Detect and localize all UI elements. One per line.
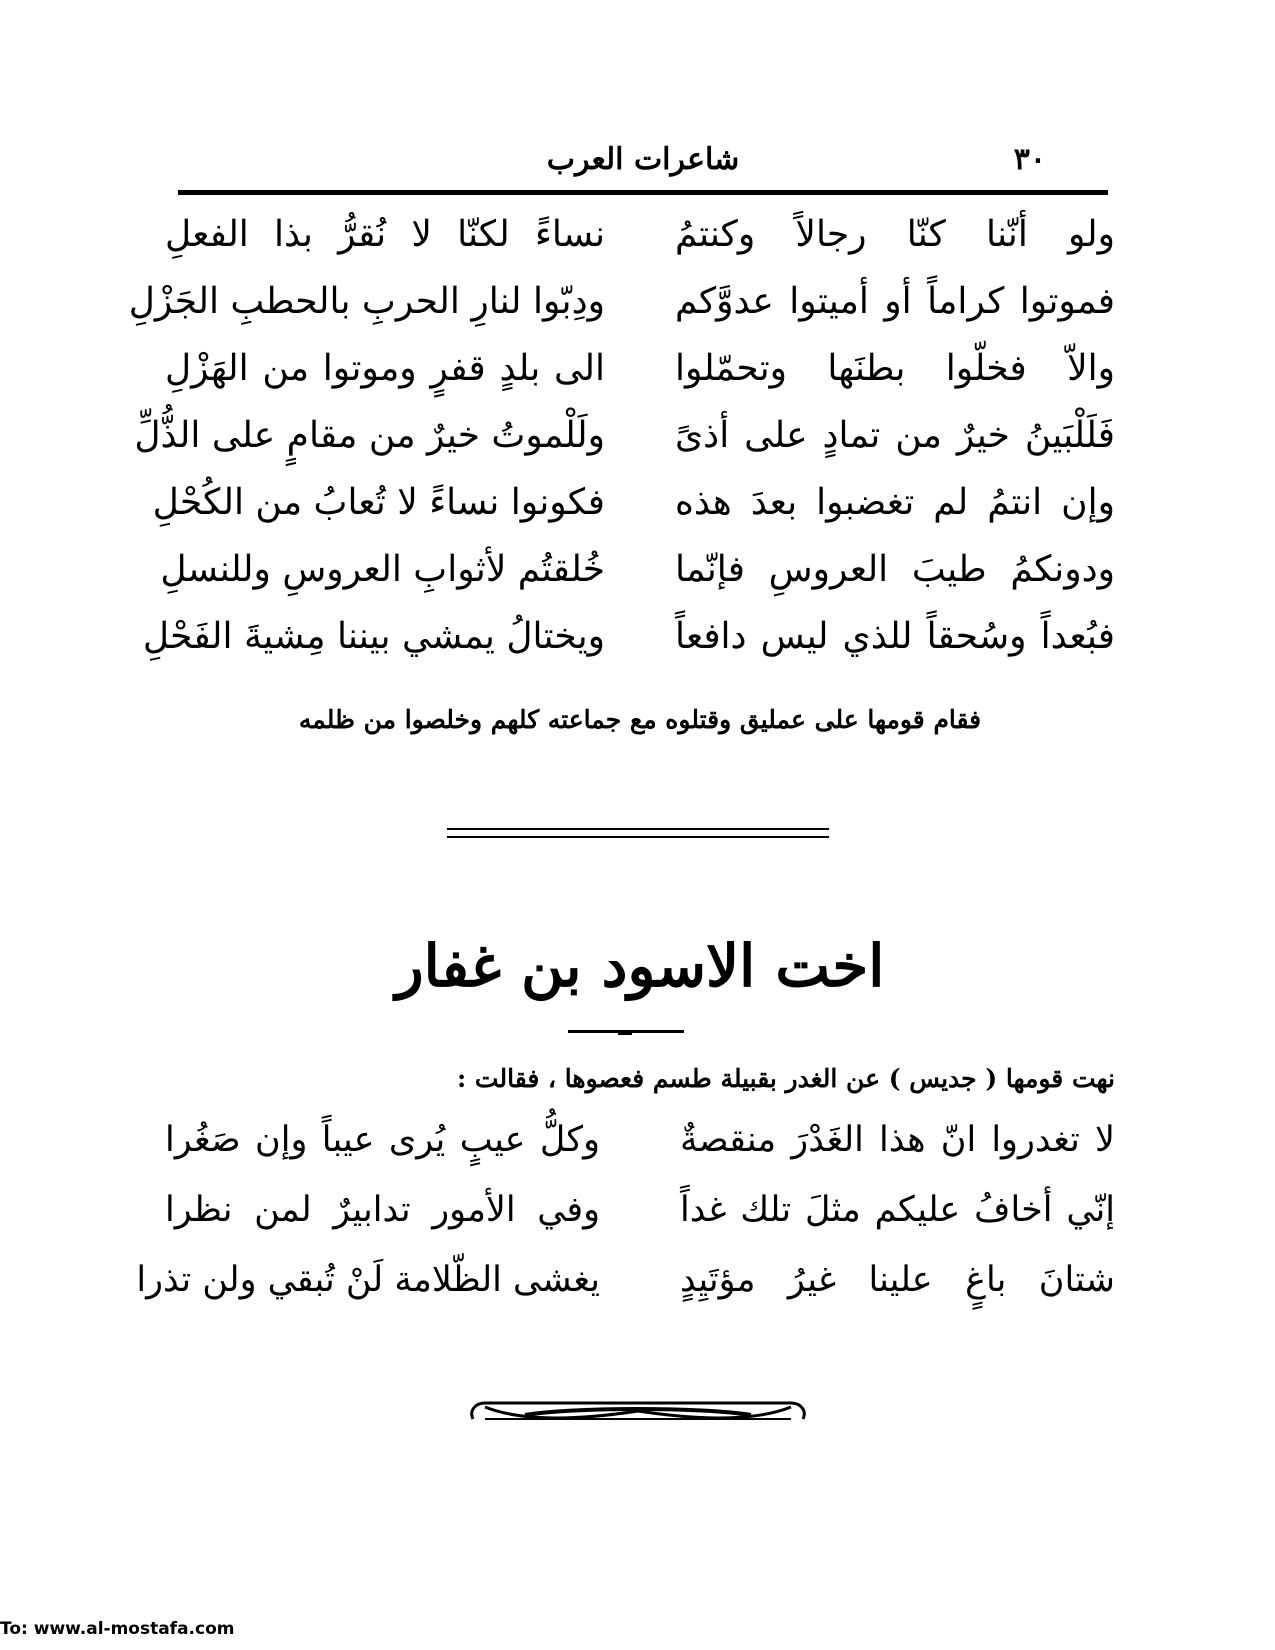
verse (142, 607, 1115, 674)
verse (128, 272, 1115, 339)
verse-second-hemistich: ولَلْموتُ خيرٌ من مقامٍ على الذُّلِّ (134, 415, 605, 456)
verse (152, 473, 1115, 540)
verse-second-hemistich: نساءً لكنّا لا نُقرُّ بذا الفعلِ (165, 214, 605, 255)
title-underline-mark (618, 1030, 632, 1035)
verse-first-hemistich: لا تغدروا انّ هذا الغَدْرَ منقصةٌ (680, 1120, 1115, 1160)
footer-source: To: www.al-mostafa.com (0, 1619, 235, 1639)
verse (134, 406, 1115, 473)
verse (165, 339, 1115, 406)
end-ornament-icon (465, 1393, 811, 1429)
verse (165, 205, 1115, 272)
end-ornament (465, 1393, 811, 1433)
section-divider (447, 828, 829, 838)
verse-first-hemistich: شتانَ باغٍ علينا غيرُ مؤتَيِدٍ (680, 1260, 1115, 1300)
verse-second-hemistich: ويختالُ يمشي بيننا مِشيةَ الفَحْلِ (142, 616, 605, 657)
poem-first (128, 205, 1115, 674)
verse-first-hemistich: إنّي أخافُ عليكم مثلَ تلك غداً (680, 1190, 1115, 1230)
section-title: اخت الاسود بن غفار (395, 932, 885, 1000)
header-rule (178, 190, 1108, 195)
verse-second-hemistich: خُلقتُم لأثوابِ العروسِ وللنسلِ (160, 549, 605, 590)
verse-first-hemistich: ودونكمُ طيبَ العروسِ فإنّما (675, 549, 1115, 590)
verse (165, 1110, 1115, 1180)
verse (136, 1250, 1115, 1320)
verse (160, 540, 1115, 607)
poem-note: فقام قومها على عمليق وقتلوه مع جماعته كلهم وخلصوا من ظلمه (298, 705, 982, 734)
verse-first-hemistich: وإن انتمُ لم تغضبوا بعدَ هذه (675, 482, 1115, 523)
verse-second-hemistich: وكلُّ عيبٍ يُرى عيباً وإن صَغُرا (165, 1120, 600, 1160)
page-number: ٣٠ (1013, 142, 1046, 177)
verse-first-hemistich: والاّ فخلّوا بطنَها وتحمّلوا (675, 348, 1115, 389)
poem-second (136, 1110, 1115, 1320)
verse-first-hemistich: فبُعداً وسُحقاً للذي ليس دافعاً (675, 616, 1115, 657)
verse-first-hemistich: فموتوا كراماً أو أميتوا عدوَّكم (675, 281, 1115, 322)
verse-first-hemistich: ولو أنّنا كنّا رجالاً وكنتمُ (675, 214, 1115, 255)
section-intro: نهت قومها ( جديس ) عن الغدر بقبيلة طسم فعصوها ، فقالت : (457, 1064, 1115, 1093)
verse-second-hemistich: فكونوا نساءً لا تُعابُ من الكُحْلِ (152, 482, 605, 523)
verse-first-hemistich: فَلَلْبَينُ خيرٌ من تمادٍ على أذىً (675, 415, 1115, 456)
running-title: شاعرات العرب (546, 142, 740, 177)
verse-second-hemistich: وفي الأمور تدابيرٌ لمن نظرا (165, 1190, 600, 1230)
page-header (178, 138, 1108, 184)
verse-second-hemistich: ودِبّوا لنارِ الحربِ بالحطبِ الجَزْلِ (128, 281, 605, 322)
verse-second-hemistich: يغشى الظّلامة لَنْ تُبقي ولن تذرا (136, 1260, 600, 1300)
verse-second-hemistich: الى بلدٍ قفرٍ وموتوا من الهَزْلِ (165, 348, 605, 389)
verse (165, 1180, 1115, 1250)
